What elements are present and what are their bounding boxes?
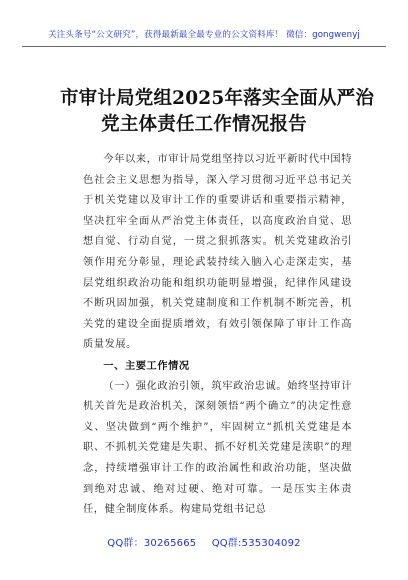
footer-contact <box>0 534 408 549</box>
document-body <box>83 150 352 521</box>
intro-paragraph: 今年以来，市审计局党组坚持以习近平新时代中国特色社会主义思想为指导，深入学习贯彻习近平总书记关于机关党建以及审计工作的重要讲话和重要指示精神，坚决扛牢全面从严治党主体责任，以高度政治自觉、思想自觉、行动自觉，一贯之狠抓落实。机关党建政治引领作用充分彰显，理论武装持续入脑入心走深走实，基层党组织政治功能和组织功能明显增强，纪律作风建设不断巩固加强，机关党建制度和工作机制不断完善，机关党的建设全面提质增效，有效引领保障了审计工作高质量发展。 <box>83 154 352 351</box>
title-line-1: 市审计局党组2025年落实全面从严治 <box>59 88 375 109</box>
document-title <box>0 86 408 138</box>
qq-group-1: QQ群：30265665 <box>107 538 197 549</box>
title-line-2: 党主体责任工作情况报告 <box>101 114 307 135</box>
qq-group-2: QQ群:535304092 <box>211 538 301 549</box>
section-heading-main-work: 一、主要工作情况 <box>103 359 190 372</box>
header-banner: 关注头条号“公文研究”，获得最新最全最专业的公文资料库！ 微信：gongwenyj <box>22 28 386 47</box>
section-paragraph-political-guidance: （一）强化政治引领，筑牢政治忠诚。始终坚持审计机关首先是政治机关，深刻领悟“两个确立”的决定性意义、坚决做到“两个维护”，牢固树立“抓机关党建是本职、不抓机关党建是失职、抓不好机关党建是渎职”的理念，持续增强审计工作的政治属性和政治功能，坚决做到绝对忠诚、绝对过硬、绝对可靠。一是压实主体责任，健全制度体系。构建局党组书记总 <box>83 380 352 516</box>
